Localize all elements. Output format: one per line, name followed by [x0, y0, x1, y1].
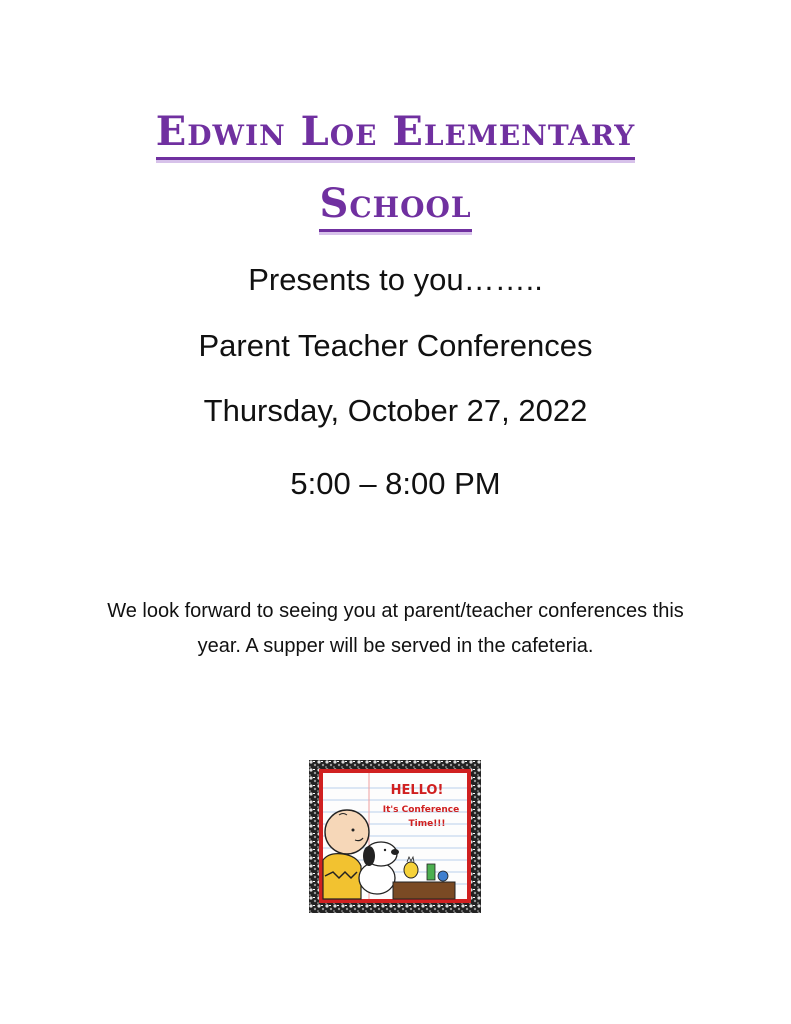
desk [393, 882, 455, 899]
school-title-text-2: School [319, 180, 471, 232]
school-title-text-1: Edwin Loe Elementary [156, 108, 636, 160]
clipart-line-2: Time!!! [408, 819, 446, 829]
event-date: Thursday, October 27, 2022 [203, 393, 588, 428]
invitation-paragraph: We look forward to seeing you at parent/teacher conferences this year. A supper will be served in the cafeteria. [107, 600, 684, 657]
clipart-line-1: It's Conference [382, 805, 460, 815]
event-name: Parent Teacher Conferences [198, 328, 593, 363]
school-title-line-1 [0, 108, 791, 155]
school-title-line-2 [0, 180, 791, 227]
clipart-hello: HELLO! [390, 783, 444, 798]
conference-clipart-image [309, 760, 481, 913]
event-time: 5:00 – 8:00 PM [290, 466, 501, 501]
presents-line: Presents to you…….. [248, 262, 543, 297]
